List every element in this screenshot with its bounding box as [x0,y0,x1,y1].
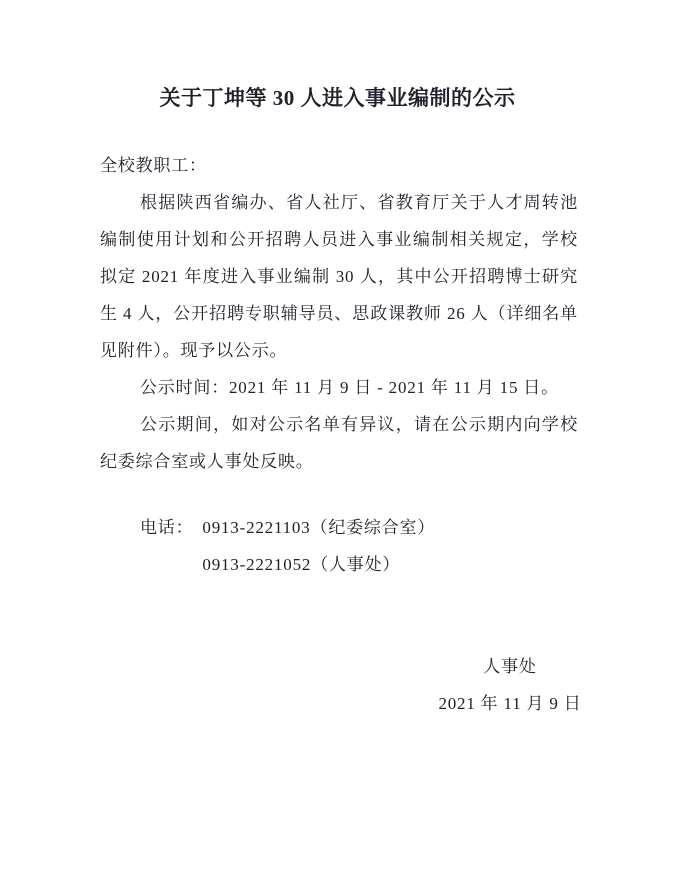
paragraph-objection-notice: 公示期间，如对公示名单有异议，请在公示期内向学校纪委综合室或人事处反映。 [100,415,578,471]
signature-date: 2021 年 11 月 9 日 [438,694,582,713]
phone-number-list [202,509,435,583]
paragraph-main: 根据陕西省编办、省人社厅、省教育厅关于人才周转池编制使用计划和公开招聘人员进入事业编制相关规定，学校拟定 2021 年度进入事业编制 30 人，其中公开招聘博士研究生 4 人，公开招聘专职辅导员、思政课教师 26 人（详细名单见附件）。现予以公示。 [100,193,578,360]
signature-department: 人事处 [483,657,537,676]
document-title: 关于丁坤等 30 人进入事业编制的公示 [159,86,516,110]
phone-label: 电话： [140,518,194,537]
signature-block [345,648,675,722]
paragraph-publicity-period: 公示时间：2021 年 11 月 9 日 - 2021 年 11 月 15 日。 [140,378,559,397]
phone-number-discipline-office: 0913-2221103（纪委综合室） [202,518,436,537]
document-body [100,147,578,583]
phone-number-hr-office: 0913-2221052（人事处） [202,555,401,574]
salutation-line: 全校教职工： [100,156,207,175]
contact-block [100,509,578,583]
